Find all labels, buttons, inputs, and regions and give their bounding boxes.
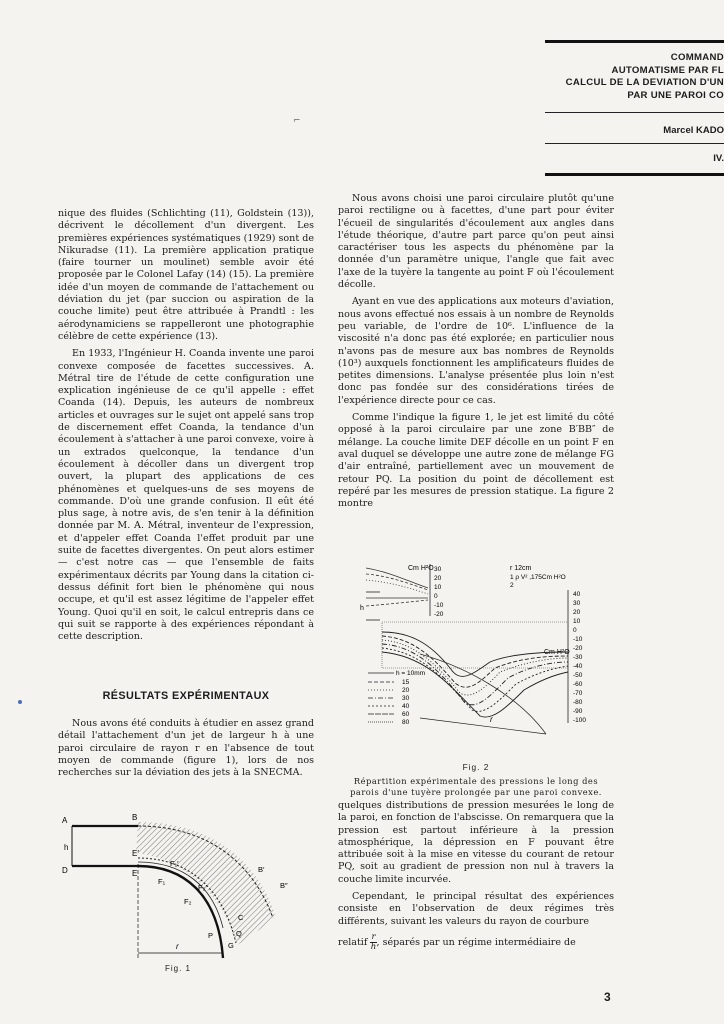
right-axis-unit: Cm H²O [544,649,570,656]
right-tick: -70 [573,690,583,697]
left-tick: -10 [434,602,444,609]
label-a: A [62,816,68,825]
label-h: h [64,843,69,852]
h-label: h [360,605,364,612]
text-segment: , séparés par un régime intermédiaire de [376,936,576,948]
left-column-section [58,718,314,784]
right-tick: 0 [573,627,577,634]
title-line: AUTOMATISME PAR FL [611,64,724,76]
paragraph: Nous avons été conduits à étudier en assez grand détail l'attachement d'un jet de largeur h à une paroi circulaire de rayon r en l'absence de tout moyen de commande (figure 1), lors de nos recherches sur la déviation des jets à la SNECMA. [58,718,314,779]
curve-wall [382,636,568,687]
page-number: 3 [604,990,611,1004]
param-line: 1 ρ V² ,175Cm H²O [510,574,566,581]
wall-region-box [382,622,568,668]
label-b: B [132,813,138,822]
label-e-prime: E′ [132,849,139,858]
text-segment: relatif [338,936,368,948]
label-f1-prime: F₁′ [170,859,179,868]
label-f2-prime: F₂′ [198,883,207,892]
right-tick: -20 [573,645,583,652]
right-column-continued [338,800,614,957]
paragraph: quelques distributions de pression mesurées le long de la paroi, en fonction de l'abscisse. On remarquera que la pression est partout inférieure à la pression atmosphérique, la dépression en F pouvant être attribuée soit à la mise en vitesse du courant de retour PQ, soit au gradient de pression non nul à travers la couche limite incurvée. [338,800,614,885]
paragraph: Cependant, le principal résultat des expériences consiste en l'observation de deux régimes très différents, suivant les valeurs du rayon de courbure [338,891,614,927]
legend-item: 60 [402,711,410,718]
left-axis-ticks [434,566,444,618]
right-tick: -100 [573,717,587,724]
left-tick: 30 [434,566,442,573]
section-number: IV. [713,153,724,164]
left-tick: 20 [434,575,442,582]
radius-dim-line [420,718,546,734]
right-tick: -40 [573,663,583,670]
right-tick: 30 [573,600,581,607]
label-e: E [132,869,138,878]
header-rule [545,143,724,144]
param-line: 2 [510,582,514,589]
wall-profile-arc [420,654,546,734]
right-tick: -90 [573,708,583,715]
label-d: D [62,866,68,875]
right-tick: 40 [573,591,581,598]
paragraph: nique des fluides (Schlichting (11), Goldstein (13)), décrivent le décollement d'un divergent. Les premières expériences systématiques (1929) sont de Nikuradse (11). La première application pratique (faire tourner un moulinet) semble avoir été proposée par le Colonel Lafay (14) (15). La première idée d'un moyen de commande de l'attachement ou déviation du jet (par succion ou aspiration de la couche limite) peut être attribuée à Prandtl : les aérodynamiciens se rappelleront une photographie célèbre de cette expérience (13). [58,208,314,342]
fraction-denominator: h [370,941,377,952]
figure-2-caption-text: Répartition expérimentale des pressions le long des parois d'une tuyère prolongée par une paroi convexe. [350,776,602,797]
fraction-numerator: r [371,931,376,942]
legend-item: 15 [402,679,410,686]
figure-2-chart [360,558,600,738]
label-f1: F₁ [158,877,166,886]
right-axis-ticks [573,591,586,724]
section-heading: RÉSULTATS EXPÉRIMENTAUX [102,690,270,702]
paragraph: En 1933, l'Ingénieur H. Coanda invente une paroi convexe composée de facettes successives. A. Métral tire de l'étude de cette configuration une explication ingénieuse de ce qu'il appelle : effet Coanda (14). Depuis, les auteurs de nombreux articles et ouvrages sur le sujet ont appelé sans trop de discernement effet Coanda, la tendance d'un écoulement à s'attacher à une paroi convexe, voire à un extrados quelconque, la tendance d'un écoulement à décoller dans un divergent trop ouvert, la plupart des applications de ces phénomènes et quelques-uns de ses moyens de commande. D'où une grande confusion. Il eût été plus sage, à notre avis, de s'en tenir à la définition donnée par M. A. Métral, inventeur de l'expression, et d'appeler effet Coanda l'effet produit par une suite de facettes divergentes. On peut alors estimer — c'est notre cas — que l'ensemble de faits expérimentaux décrits par Young dans la citation ci-dessus définit fort bien le phénomène qui nous occupe, et qu'il est assez légitime de l'appeler effet Young. Quoi qu'il en soit, le calcul entrepris dans ce qui suit se rapporte à des expériences répondant à cette description. [58,348,314,643]
legend [368,670,425,726]
author-name: Marcel KADO [663,125,724,136]
margin-tick-mark: ⌐ [293,116,301,126]
label-b-prime: B′ [258,865,265,874]
left-tick: 10 [434,584,442,591]
left-axis-unit: Cm H²O [408,565,434,572]
label-f2: F₂ [184,897,192,906]
figure-1-caption: Fig. 1 [164,964,191,973]
curve-nozzle [366,600,428,606]
label-r: r [176,942,179,951]
figure-2-caption [338,762,614,798]
label-b-double-prime: B″ [280,881,288,890]
paragraph: Comme l'indique la figure 1, le jet est limité du côté opposé à la paroi circulaire par une zone B′BB″ de mélange. La couche limite DEF décolle en un point F en aval duquel se développe une autre zone de mélange FG d'air entraîné, partiellement avec un mouvement de retour PQ. La position du point de décollement est repéré par les mesures de pression statique. La figure 2 montre [338,412,614,510]
right-column [338,193,614,515]
article-title [555,52,724,102]
label-p: P [208,931,214,940]
legend-item: 80 [402,719,410,726]
right-tick: -80 [573,699,583,706]
right-tick: 10 [573,618,581,625]
right-tick: -60 [573,681,583,688]
left-tick: 0 [434,593,438,600]
right-tick: -50 [573,672,583,679]
right-tick: 20 [573,609,581,616]
title-line: COMMAND [670,52,724,63]
paragraph: Ayant en vue des applications aux moteurs d'aviation, nous avons effectué nos essais à un nombre de Reynolds peu variable, de l'ordre de 10⁶. L'influence de la viscosité n'a donc pas été explorée; en particulier nous n'avons pas de mesure aux bas nombres de Reynolds (10³) auxquels fonctionnent les amplificateurs fluides de petites dimensions. L'analyse présentée plus loin n'est donc pas fondée sur des considérations tirées de l'expérience directe pour ce cas. [338,296,614,406]
right-tick: -30 [573,654,583,661]
label-q: Q [236,929,242,938]
paragraph-with-fraction [338,933,614,952]
paragraph: Nous avons choisi une paroi circulaire plutôt qu'une paroi rectiligne ou à facettes, d'une part pour éviter l'écueil de singularités d'écoulement aux angles dans l'étude théorique, d'autre part parce qu'on peut ainsi caractériser tous les aspects du phénomène par la donnée d'un paramètre unique, l'angle que fait avec l'axe de la tuyère la tangente au point F où l'écoulement décolle. [338,193,614,291]
label-c: C [238,913,244,922]
left-tick: -20 [434,611,444,618]
right-tick: -10 [573,636,583,643]
figure-2-caption-title: Fig. 2 [462,762,490,772]
title-line: PAR UNE PAROI CO [627,89,724,101]
figure-1-diagram [58,808,318,978]
header-top-bar [545,40,724,43]
legend-item: 40 [402,703,410,710]
legend-item: 30 [402,695,410,702]
header-rule [545,112,724,113]
left-column [58,208,314,648]
nozzle-pressure-curves [366,568,428,606]
margin-dot [18,700,22,704]
curve-wall [382,640,568,695]
r-label: r [490,715,493,724]
legend-item: 20 [402,687,410,694]
legend-title: h = 10mm [396,670,426,677]
label-g: G [228,941,234,950]
param-line: r 12cm [510,565,532,572]
title-line: CALCUL DE LA DEVIATION D'UN [565,77,724,89]
header-bottom-bar [545,173,724,176]
